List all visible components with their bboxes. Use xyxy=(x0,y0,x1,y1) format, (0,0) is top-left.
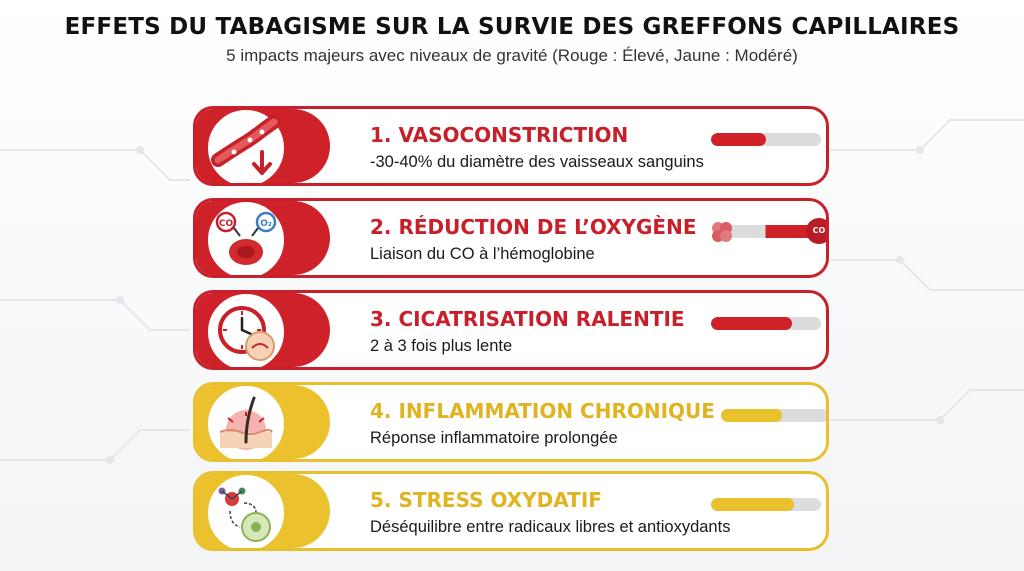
impact-card-slowed-healing xyxy=(193,290,829,370)
severity-gauge xyxy=(711,133,821,146)
header xyxy=(0,14,1024,66)
card-heading: 4. INFLAMMATION CHRONIQUE xyxy=(370,399,715,423)
severity-gauge-fill xyxy=(721,409,782,422)
severity-gauge-fill xyxy=(711,498,794,511)
inflamed-follicle-icon xyxy=(208,386,284,462)
card-description: Liaison du CO à l’hémoglobine xyxy=(370,245,595,263)
card-description: Réponse inflammatoire prolongée xyxy=(370,429,618,447)
impact-card-vasoconstriction xyxy=(193,106,829,186)
page-title: EFFETS DU TABAGISME SUR LA SURVIE DES GREFFONS CAPILLAIRES xyxy=(64,14,960,40)
severity-gauge-fill xyxy=(711,133,766,146)
card-description: 2 à 3 fois plus lente xyxy=(370,337,513,355)
card-heading: 5. STRESS OXYDATIF xyxy=(370,488,602,512)
co-gauge xyxy=(716,225,826,238)
card-heading: 2. RÉDUCTION DE L’OXYGÈNE xyxy=(370,215,697,239)
severity-gauge xyxy=(711,498,821,511)
card-heading: 1. VASOCONSTRICTION xyxy=(370,123,629,147)
severity-gauge-fill xyxy=(711,317,792,330)
clock-skin-icon xyxy=(208,294,284,370)
svg-text:O₂: O₂ xyxy=(260,219,272,229)
page-subtitle: 5 impacts majeurs avec niveaux de gravité (Rouge : Élevé, Jaune : Modéré) xyxy=(226,46,798,65)
severity-gauge xyxy=(711,317,821,330)
card-description: -30-40% du diamètre des vaisseaux sanguins xyxy=(370,153,704,171)
impact-card-chronic-inflammation xyxy=(193,382,829,462)
svg-text:CO: CO xyxy=(218,219,234,229)
free-radical-cell-icon xyxy=(208,475,284,551)
co-badge: CO xyxy=(806,218,829,244)
severity-gauge xyxy=(721,409,829,422)
impact-card-oxidative-stress xyxy=(193,471,829,551)
co-oxygen-blood-cell-icon xyxy=(208,202,284,278)
card-heading: 3. CICATRISATION RALENTIE xyxy=(370,307,685,331)
red-blood-cell-cluster-icon xyxy=(708,218,736,246)
impact-card-oxygen-reduction xyxy=(193,198,829,278)
constricted-vessel-icon xyxy=(208,110,284,186)
card-description: Déséquilibre entre radicaux libres et antioxydants xyxy=(370,518,731,536)
